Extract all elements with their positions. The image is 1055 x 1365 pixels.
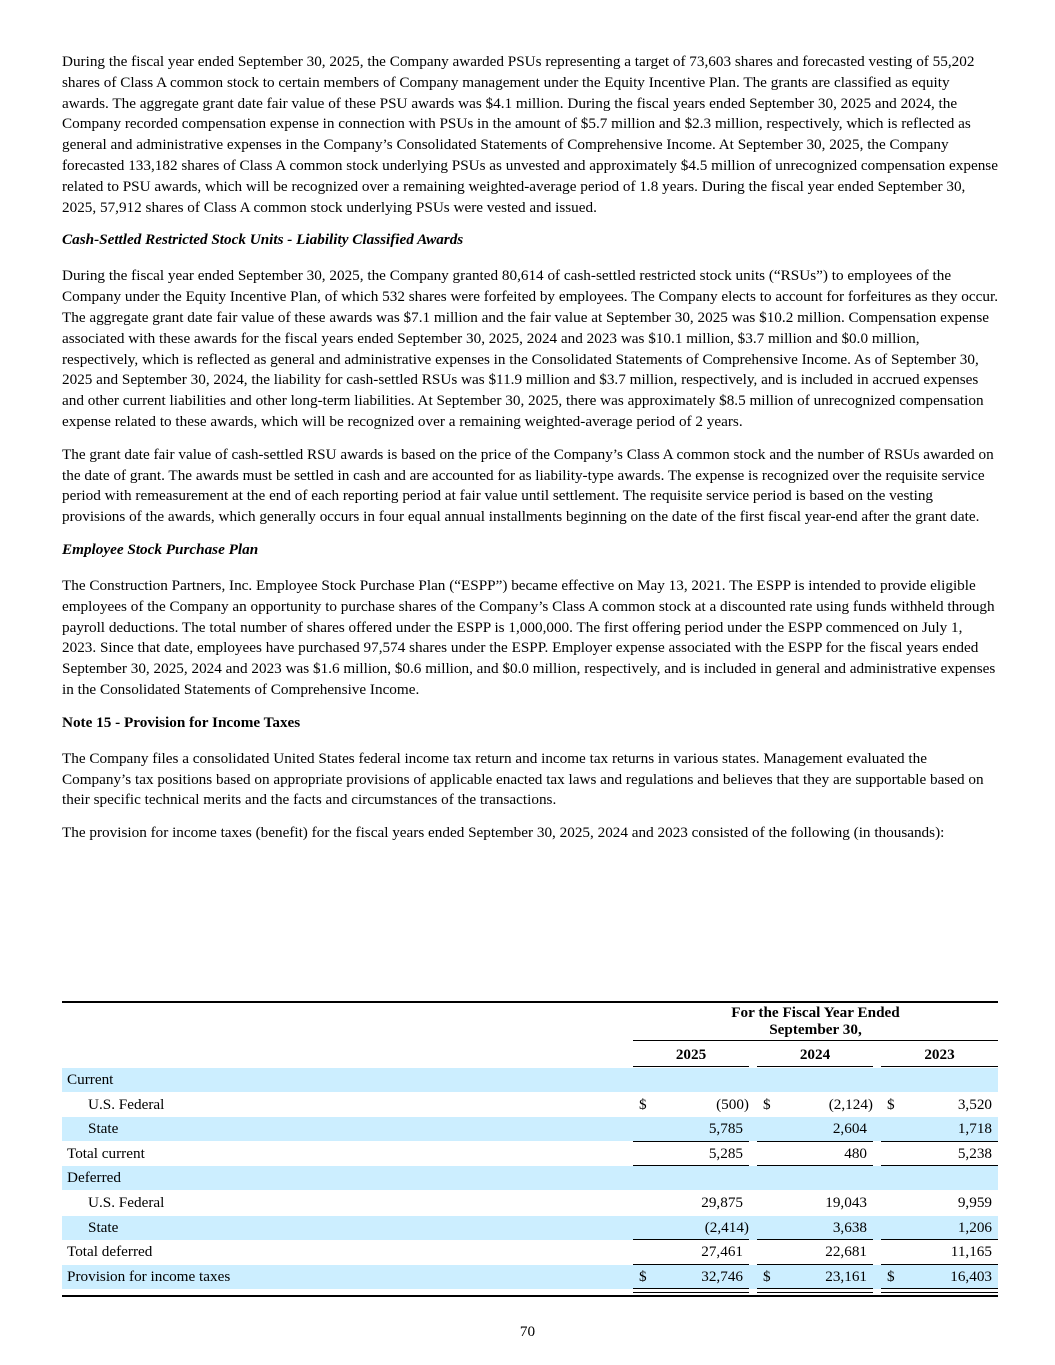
- cell-value: 1,718: [957, 1120, 992, 1138]
- cell-value: 3,520: [957, 1095, 992, 1113]
- subtotal-rule: [633, 1239, 749, 1240]
- subtotal-rule: [881, 1165, 998, 1166]
- subtotal-rule: [633, 1141, 749, 1142]
- table-row: [62, 1068, 998, 1092]
- value-cell-2025: [633, 1242, 749, 1262]
- document-page: [62, 52, 998, 856]
- year-header-2025: 2025: [675, 1046, 707, 1063]
- value-cell-2025: [633, 1144, 749, 1164]
- cell-value: 23,161: [825, 1267, 867, 1285]
- value-cell-2023: [881, 1267, 998, 1287]
- note15-heading: Note 15 - Provision for Income Taxes: [62, 713, 301, 731]
- cell-value: 22,681: [825, 1243, 867, 1261]
- table-row: [62, 1240, 998, 1264]
- year-header-2024: 2024: [799, 1046, 831, 1063]
- subtotal-rule: [757, 1141, 873, 1142]
- cell-value: 2,604: [832, 1120, 867, 1138]
- cell-value: 5,785: [708, 1120, 743, 1138]
- row-label: Deferred: [67, 1169, 121, 1187]
- cell-value: 32,746: [701, 1267, 743, 1285]
- header-line-1: For the Fiscal Year Ended: [731, 1004, 900, 1021]
- table-row: [62, 1142, 998, 1166]
- value-cell-2024: [757, 1267, 873, 1287]
- cell-value: 9,959: [957, 1194, 992, 1211]
- value-cell-2023: [881, 1095, 998, 1115]
- value-cell-2024: [757, 1119, 873, 1139]
- value-cell-2023: [881, 1193, 998, 1213]
- currency-symbol: $: [887, 1267, 895, 1285]
- row-label: Total deferred: [67, 1243, 153, 1261]
- cell-value: 1,206: [957, 1218, 992, 1236]
- cell-value: 29,875: [701, 1194, 743, 1211]
- table-bottom-rule: [62, 1295, 998, 1297]
- row-label: U.S. Federal: [88, 1095, 165, 1113]
- value-cell-2023: [881, 1119, 998, 1139]
- table-top-rule: [62, 1001, 998, 1003]
- rsu-paragraph-1: During the fiscal year ended September 30, 2025, the Company granted 80,614 of cash-settled restricted stock units (“RSUs”) to employees of the Company under the Equity Incentive Plan, of which 532 shares were forfeited by employees. The Company elects to account for forfeitures as they occur. The aggregate grant date fair value of these awards was $7.1 million and the fair value at September 30, 2025 was $10.2 million. Compensation expense associated with these awards for the fiscal years ended September 30, 2025, 2024 and 2023 was $10.1 million, $3.7 million and $0.0 million, respectively, which is reflected as general and administrative expenses in the Consolidated Statements of Comprehensive Income. As of September 30, 2025 and September 30, 2024, the liability for cash-settled RSUs was $11.9 million and $3.7 million, respectively, and is included in accrued expenses and other current liabilities and other long-term liabilities. At September 30, 2025, there was approximately $8.5 million of unrecognized compensation expense related to these awards, which will be recognized over a remaining weighted-average period of 2 years.: [62, 267, 998, 430]
- row-label: Current: [67, 1071, 114, 1088]
- row-label: Total current: [67, 1144, 145, 1162]
- currency-symbol: $: [887, 1095, 895, 1113]
- espp-heading: Employee Stock Purchase Plan: [62, 540, 259, 558]
- year-underline: [881, 1066, 998, 1067]
- header-underline: [633, 1040, 998, 1041]
- value-cell-2025: [633, 1119, 749, 1139]
- value-cell-2025: [633, 1168, 749, 1188]
- double-underline: [757, 1288, 873, 1293]
- double-underline: [881, 1288, 998, 1293]
- currency-symbol: $: [763, 1267, 771, 1285]
- row-label: U.S. Federal: [88, 1194, 165, 1211]
- value-cell-2024: [757, 1095, 873, 1115]
- value-cell-2023: [881, 1070, 998, 1090]
- rsu-heading: Cash-Settled Restricted Stock Units - Liability Classified Awards: [62, 231, 464, 249]
- cell-value: 19,043: [825, 1194, 867, 1211]
- subtotal-rule: [881, 1264, 998, 1265]
- note15-paragraph-1: The Company files a consolidated United States federal income tax return and income tax returns in various states. Management evaluated the Company’s tax positions based on appropriate provisions of applicable enacted tax laws and regulations and believes that they are supportable based on their specific technical merits and the facts and circumstances of the transactions.: [62, 749, 984, 809]
- year-underline: [757, 1066, 873, 1067]
- row-label: State: [88, 1218, 119, 1236]
- cell-value: 11,165: [950, 1243, 992, 1261]
- value-cell-2025: [633, 1218, 749, 1238]
- subtotal-rule: [881, 1141, 998, 1142]
- subtotal-rule: [633, 1264, 749, 1265]
- subtotal-rule: [633, 1165, 749, 1166]
- subtotal-rule: [881, 1239, 998, 1240]
- cell-value: (2,124): [828, 1095, 873, 1113]
- table-row: [62, 1191, 998, 1215]
- cell-value: (500): [716, 1095, 749, 1113]
- subtotal-rule: [757, 1264, 873, 1265]
- row-label: State: [88, 1120, 119, 1138]
- rsu-paragraph-2: The grant date fair value of cash-settled RSU awards is based on the price of the Company’s Class A common stock and the number of RSUs awarded on the date of grant. The awards must be settled in cash and are accounted for as liability-type awards. The expense is recognized over the requisite service period with remeasurement at the end of each reporting period at fair value until settlement. The requisite service period is based on the vesting provisions of the awards, which generally occurs in four equal annual installments beginning on the date of the first fiscal year-end after the grant date.: [62, 445, 994, 526]
- note15-paragraph-2: The provision for income taxes (benefit) for the fiscal years ended September 30, 2025, 2024 and 2023 consisted of the following (in thousands):: [62, 824, 945, 842]
- row-label: Provision for income taxes: [67, 1267, 231, 1285]
- currency-symbol: $: [639, 1095, 647, 1113]
- currency-symbol: $: [639, 1267, 647, 1285]
- value-cell-2023: [881, 1218, 998, 1238]
- espp-paragraph: The Construction Partners, Inc. Employee Stock Purchase Plan (“ESPP”) became effective on May 13, 2021. The ESPP is intended to provide eligible employees of the Company an opportunity to purchase shares of the Company’s Class A common stock at a discounted rate using funds withheld through payroll deductions. The total number of shares offered under the ESPP is 1,000,000. The first offering period under the ESPP commenced on July 1, 2023. Since that date, employees have purchased 97,574 shares under the ESPP. Employer expense associated with the ESPP for the fiscal years ended September 30, 2025, 2024 and 2023 was $1.6 million, $0.6 million, and $0.0 million, respectively, and is included in general and administrative expenses in the Consolidated Statements of Comprehensive Income.: [62, 576, 996, 698]
- value-cell-2023: [881, 1168, 998, 1188]
- value-cell-2025: [633, 1070, 749, 1090]
- cell-value: 27,461: [701, 1243, 743, 1261]
- table-row: [62, 1117, 998, 1141]
- table-row: [62, 1216, 998, 1240]
- value-cell-2023: [881, 1242, 998, 1262]
- table-header-period: [633, 1004, 998, 1038]
- table-row: [62, 1166, 998, 1190]
- table-row: [62, 1093, 998, 1117]
- page-number: 70: [519, 1323, 536, 1340]
- value-cell-2025: [633, 1095, 749, 1115]
- subtotal-rule: [757, 1239, 873, 1240]
- value-cell-2024: [757, 1168, 873, 1188]
- year-header-2023: 2023: [924, 1046, 955, 1063]
- table-row: [62, 1265, 998, 1289]
- value-cell-2024: [757, 1242, 873, 1262]
- cell-value: 480: [844, 1144, 867, 1162]
- value-cell-2025: [633, 1267, 749, 1287]
- value-cell-2023: [881, 1144, 998, 1164]
- header-line-2: September 30,: [769, 1021, 862, 1038]
- value-cell-2025: [633, 1193, 749, 1213]
- cell-value: 5,285: [708, 1144, 743, 1162]
- value-cell-2024: [757, 1193, 873, 1213]
- value-cell-2024: [757, 1144, 873, 1164]
- subtotal-rule: [757, 1165, 873, 1166]
- currency-symbol: $: [763, 1095, 771, 1113]
- double-underline: [633, 1288, 749, 1293]
- year-underline: [633, 1066, 749, 1067]
- cell-value: 16,403: [950, 1267, 992, 1285]
- cell-value: 5,238: [957, 1144, 992, 1162]
- value-cell-2024: [757, 1218, 873, 1238]
- value-cell-2024: [757, 1070, 873, 1090]
- cell-value: (2,414): [704, 1218, 749, 1236]
- cell-value: 3,638: [832, 1218, 867, 1236]
- psu-paragraph: During the fiscal year ended September 30, 2025, the Company awarded PSUs representing a target of 73,603 shares and forecasted vesting of 55,202 shares of Class A common stock to certain members of Company management under the Equity Incentive Plan. The grants are classified as equity awards. The aggregate grant date fair value of these PSU awards was $4.1 million. During the fiscal years ended September 30, 2025 and 2024, the Company recorded compensation expense in connection with PSUs in the amount of $5.7 million and $2.3 million, respectively, which is reflected as general and administrative expenses in the Company’s Consolidated Statements of Comprehensive Income. At September 30, 2025, the Company forecasted 133,182 shares of Class A common stock underlying PSUs as unvested and approximately $4.5 million of unrecognized compensation expense related to PSU awards, which will be recognized over a remaining weighted-average period of 1.8 years. During the fiscal year ended September 30, 2025, 57,912 shares of Class A common stock underlying PSUs were vested and issued.: [62, 53, 998, 216]
